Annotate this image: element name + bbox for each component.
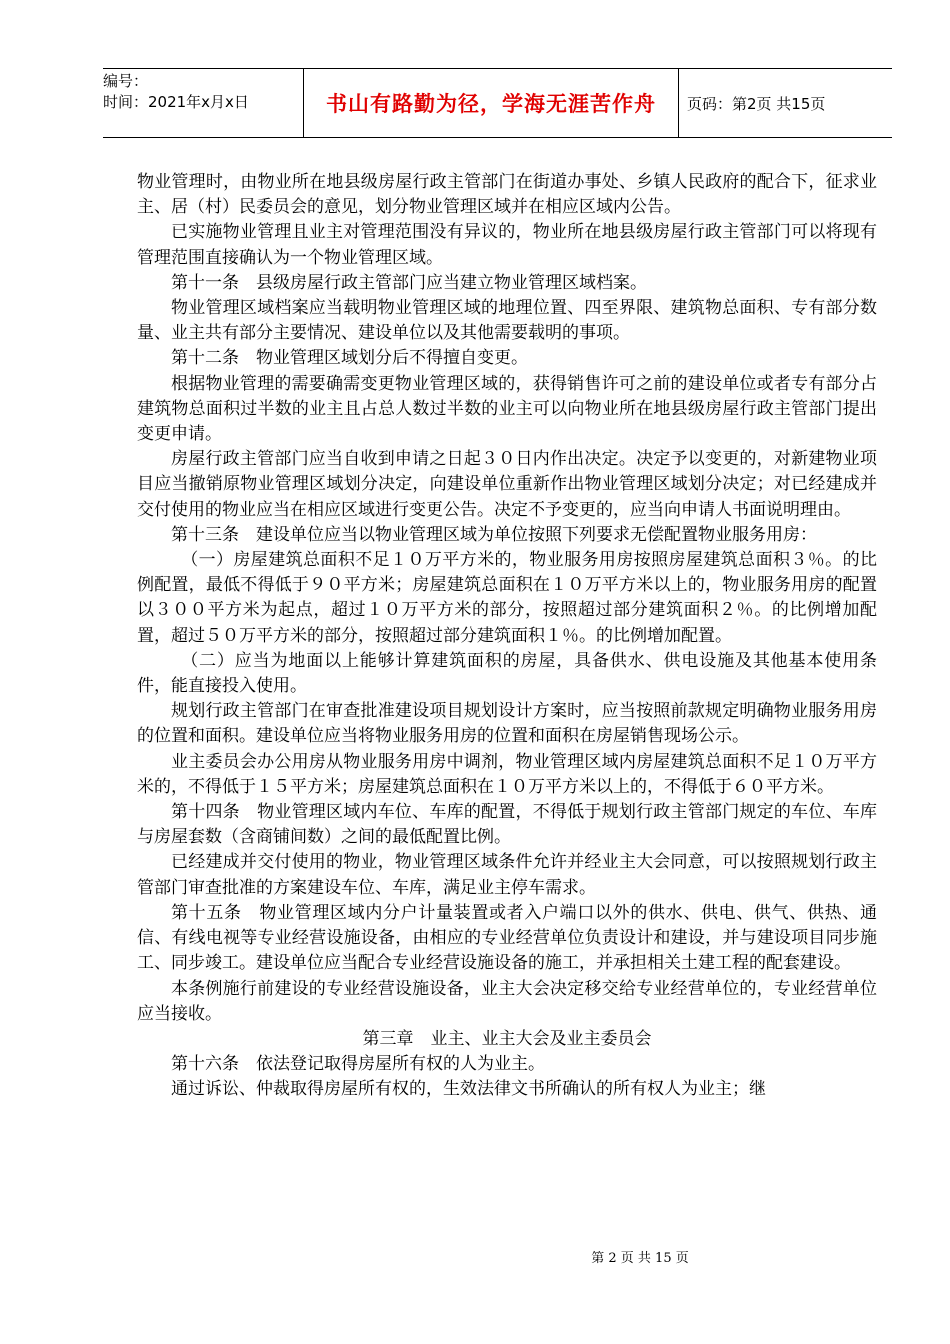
paragraph: 根据物业管理的需要确需变更物业管理区域的，获得销售许可之前的建设单位或者专有部分占建筑物总面积过半数的业主且占总人数过半数的业主可以向物业所在地县级房屋行政主管部门提出变更申请。 [137,373,877,445]
page-footer: 第 2 页 共 15 页 [591,1251,689,1266]
document-number-label: 编号： [103,72,149,90]
paragraph: 房屋行政主管部门应当自收到申请之日起３０日内作出决定。决定予以变更的，对新建物业项目应当撤销原物业管理区域划分决定，向建设单位重新作出物业管理区域划分决定；对已经建成并交付使用的物业应当在相应区域进行变更公告。决定不予变更的，应当向申请人书面说明理由。 [137,449,877,520]
article-heading: 第十一条 县级房屋行政主管部门应当建立物业管理区域档案。 [171,272,647,293]
document-time-label: 时间：2021年x月x日 [103,93,249,111]
paragraph: 物业管理区域档案应当载明物业管理区域的地理位置、四至界限、建筑物总面积、专有部分数量、业主共有部分主要情况、建设单位以及其他需要载明的事项。 [137,298,877,344]
article-heading: 第十四条 物业管理区域内车位、车库的配置，不得低于规划行政主管部门规定的车位、车库与房屋套数（含商铺间数）之间的最低配置比例。 [137,802,877,848]
paragraph: 已经建成并交付使用的物业，物业管理区域条件允许并经业主大会同意，可以按照规划行政主管部门审查批准的方案建设车位、车库，满足业主停车需求。 [137,852,877,898]
document-body [137,170,877,1103]
article-heading: 第十五条 物业管理区域内分户计量装置或者入户端口以外的供水、供电、供气、供热、通信、有线电视等专业经营设施设备，由相应的专业经营单位负责设计和建设，并与建设项目同步施工、同步竣工。建设单位应当配合专业经营设施设备的施工，并承担相关土建工程的配套建设。 [137,902,877,974]
paragraph: 已实施物业管理且业主对管理范围没有异议的，物业所在地县级房屋行政主管部门可以将现有管理范围直接确认为一个物业管理区域。 [137,222,877,268]
list-item: （一）房屋建筑总面积不足１０万平方米的，物业服务用房按照房屋建筑总面积３％。的比例配置，最低不得低于９０平方米；房屋建筑总面积在１０万平方米以上的，物业服务用房的配置以３００平方米为起点，超过１０万平方米的部分，按照超过部分建筑面积２％。的比例增加配置，超过５０万平方米的部分，按照超过部分建筑面积１％。的比例增加配置。 [137,550,877,646]
header-meta [103,69,304,137]
article-heading: 第十二条 物业管理区域划分后不得擅自变更。 [171,348,528,369]
article-heading: 第十六条 依法登记取得房屋所有权的人为业主。 [171,1054,545,1075]
page-header [103,68,892,138]
header-motto: 书山有路勤为径，学海无涯苦作舟 [304,69,679,137]
paragraph: 业主委员会办公用房从物业服务用房中调剂，物业管理区域内房屋建筑总面积不足１０万平方米的，不得低于１５平方米；房屋建筑总面积在１０万平方米以上的，不得低于６０平方米。 [137,751,877,797]
header-page-label: 页码：第2页 共15页 [687,94,826,113]
paragraph: 通过诉讼、仲裁取得房屋所有权的，生效法律文书所确认的所有权人为业主；继 [171,1079,766,1100]
article-heading: 第十三条 建设单位应当以物业管理区域为单位按照下列要求无偿配置物业服务用房： [171,524,817,545]
paragraph: 本条例施行前建设的专业经营设施设备，业主大会决定移交给专业经营单位的，专业经营单位应当接收。 [137,978,877,1024]
chapter-heading: 第三章 业主、业主大会及业主委员会 [362,1028,652,1049]
paragraph: 物业管理时，由物业所在地县级房屋行政主管部门在街道办事处、乡镇人民政府的配合下，征求业主、居（村）民委员会的意见，划分物业管理区域并在相应区域内公告。 [137,172,877,218]
paragraph: 规划行政主管部门在审查批准建设项目规划设计方案时，应当按照前款规定明确物业服务用房的位置和面积。建设单位应当将物业服务用房的位置和面积在房屋销售现场公示。 [137,701,877,747]
list-item: （二）应当为地面以上能够计算建筑面积的房屋，具备供水、供电设施及其他基本使用条件，能直接投入使用。 [137,650,877,697]
